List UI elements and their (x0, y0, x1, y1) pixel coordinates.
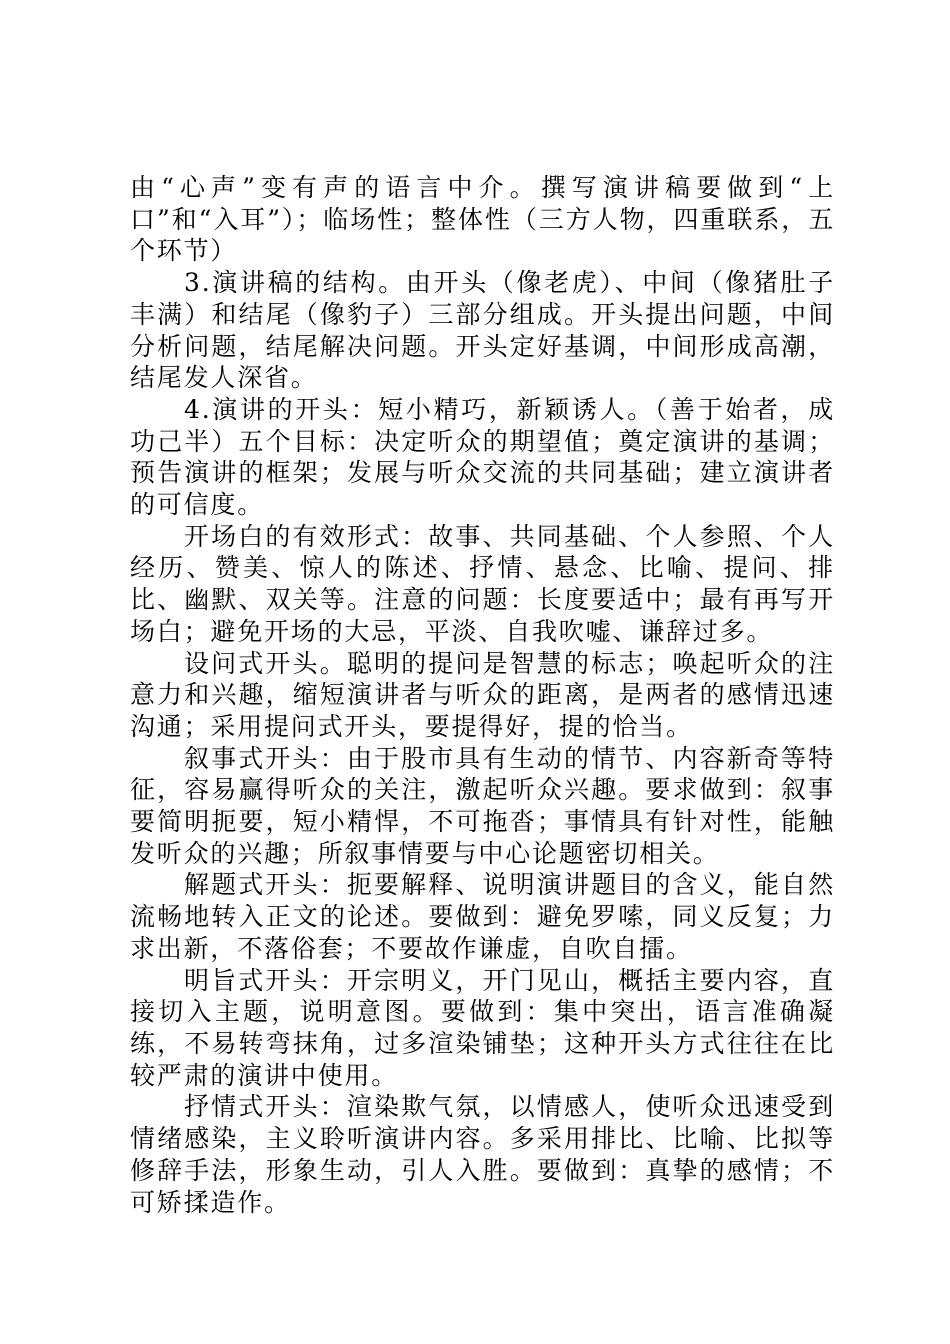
paragraph-speech-opening: 4.演讲的开头：短小精巧，新颖诱人。（善于始者，成功己半）五个目标：决定听众的期望值；奠定演讲的基调；预告演讲的框架；发展与听众交流的共同基础；建立演讲者的可信度。 (130, 394, 835, 520)
paragraph-opening-forms: 开场白的有效形式：故事、共同基础、个人参照、个人经历、赞美、惊人的陈述、抒情、悬念、比喻、提问、排比、幽默、双关等。注意的问题：长度要适中；最有再写开场白；避免开场的大忌，平淡、自我吹嘘、谦辞过多。 (130, 521, 835, 646)
paragraph-speech-structure: 3.演讲稿的结构。由开头（像老虎）、中间（像猪肚子丰满）和结尾（像豹子）三部分组成。开头提出问题，中间分析问题，结尾解决问题。开头定好基调，中间形成高潮，结尾发人深省。 (130, 268, 835, 393)
document-page (130, 172, 835, 1218)
paragraph-direct-opening: 明旨式开头：开宗明义，开门见山，概括主要内容，直接切入主题，说明意图。要做到：集中突出，语言准确凝练，不易转弯抹角，过多渲染铺垫；这种开头方式往往在比较严肃的演讲中使用。 (130, 965, 835, 1090)
paragraph-continuation: 由“心声”变有声的语言中介。撰写演讲稿要做到“上口”和“入耳”）；临场性；整体性（三方人物，四重联系，五个环节） (130, 173, 835, 266)
paragraph-narrative-opening: 叙事式开头：由于股市具有生动的情节、内容新奇等特征，容易赢得听众的关注，激起听众兴趣。要求做到：叙事要简明扼要，短小精悍，不可拖沓；事情具有针对性，能触发听众的兴趣；所叙事情要与中心论题密切相关。 (130, 743, 835, 868)
paragraph-title-explaining-opening: 解题式开头：扼要解释、说明演讲题目的含义，能自然流畅地转入正文的论述。要做到：避免罗嗦，同义反复；力求出新，不落俗套；不要故作谦虚，自吹自擂。 (130, 870, 835, 963)
paragraph-lyrical-opening: 抒情式开头：渲染欺气氛，以情感人，使听众迅速受到情绪感染，主义聆听演讲内容。多采用排比、比喻、比拟等修辞手法，形象生动，引人入胜。要做到：真挚的感情；不可矫揉造作。 (130, 1092, 835, 1217)
paragraph-question-opening: 设问式开头。聪明的提问是智慧的标志；唤起听众的注意力和兴趣，缩短演讲者与听众的距离，是两者的感情迅速沟通；采用提问式开头，要提得好，提的恰当。 (130, 648, 835, 741)
